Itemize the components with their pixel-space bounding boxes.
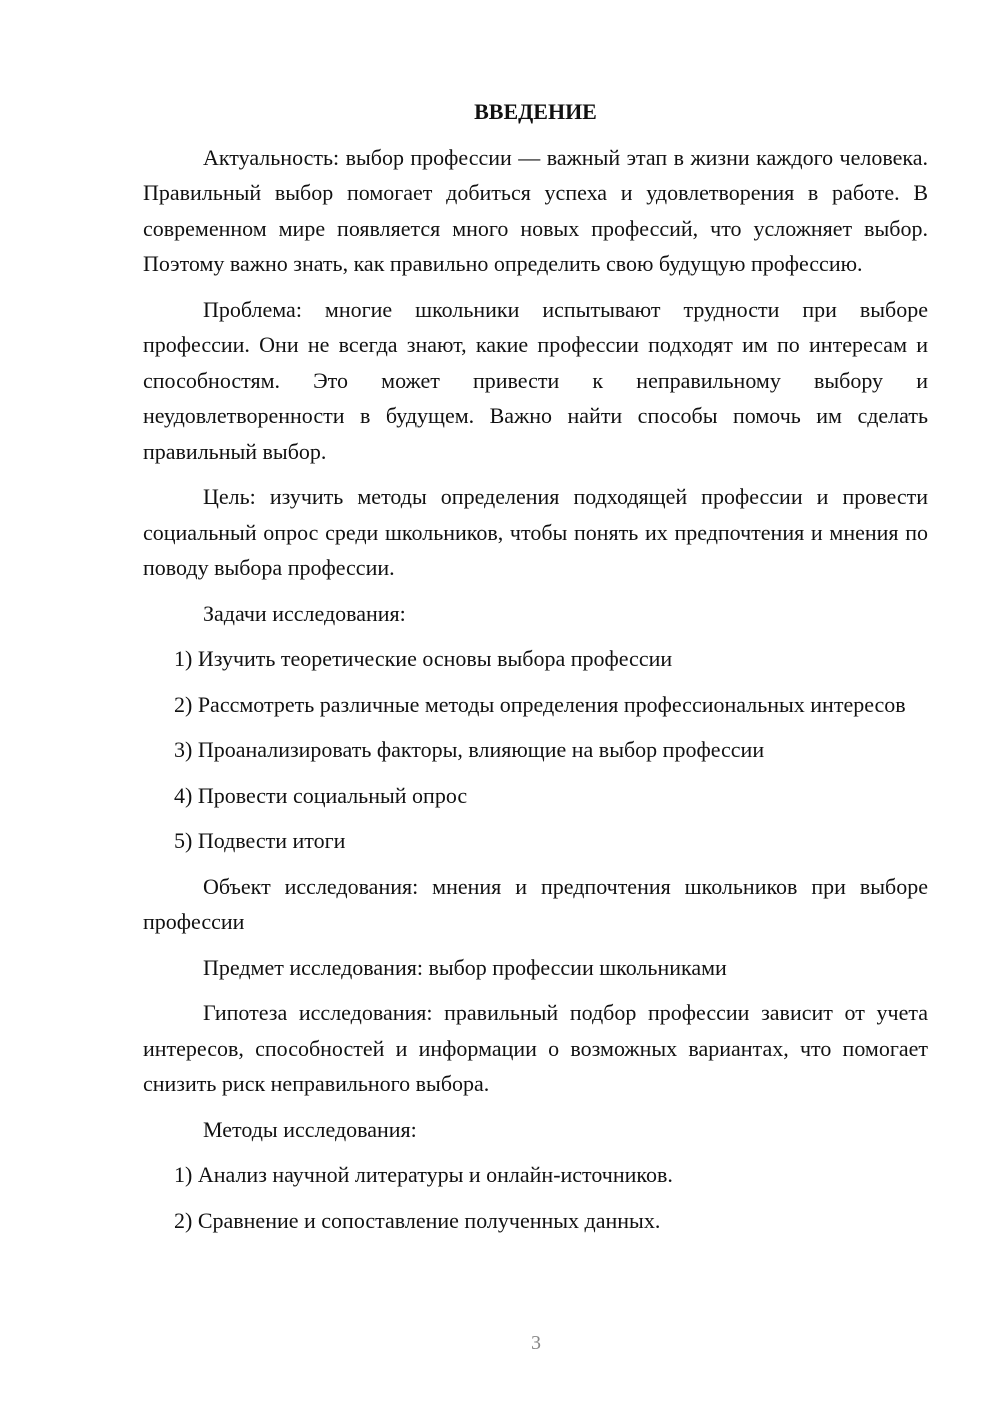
page-number: 3 (531, 1332, 541, 1354)
task-item-1: 1) Изучить теоретические основы выбора профессии (174, 646, 673, 671)
methods-heading: Методы исследования: (203, 1116, 417, 1142)
task-item-4: 4) Провести социальный опрос (174, 782, 468, 808)
goal-paragraph: Цель: изучить методы определения подходящей профессии и провести социальный опрос среди школьников, чтобы понять их предпочтения и мнения по поводу выбора профессии. (143, 484, 928, 580)
method-item-1: 1) Анализ научной литературы и онлайн-источников. (174, 1162, 673, 1187)
relevance-paragraph: Актуальность: выбор профессии — важный этап в жизни каждого человека. Правильный выбор помогает добиться успеха и удовлетворения в работе. В современном мире появляется много новых профессий, что усложняет выбор. Поэтому важно знать, как правильно определить свою будущую профессию. (143, 144, 928, 276)
task-item-5: 5) Подвести итоги (174, 828, 346, 853)
tasks-heading: Задачи исследования: (203, 600, 406, 626)
hypothesis-paragraph: Гипотеза исследования: правильный подбор профессии зависит от учета интересов, способностей и информации о возможных вариантах, что помогает снизить риск неправильного выбора. (143, 1000, 928, 1096)
section-title: ВВЕДЕНИЕ (474, 99, 597, 124)
task-item-3: 3) Проанализировать факторы, влияющие на выбор профессии (174, 737, 765, 762)
method-item-2: 2) Сравнение и сопоставление полученных данных. (174, 1207, 661, 1233)
page-content (143, 94, 928, 1248)
object-paragraph: Объект исследования: мнения и предпочтения школьников при выборе профессии (143, 873, 928, 934)
subject-paragraph: Предмет исследования: выбор профессии школьниками (203, 954, 727, 980)
task-item-2: 2) Рассмотреть различные методы определения профессиональных интересов (174, 691, 906, 717)
problem-paragraph: Проблема: многие школьники испытывают трудности при выборе профессии. Они не всегда знают, какие профессии подходят им по интересам и способностям. Это может привести к неправильному выбору и неудовлетворенности в будущем. Важно найти способы помочь им сделать правильный выбор. (143, 296, 928, 464)
